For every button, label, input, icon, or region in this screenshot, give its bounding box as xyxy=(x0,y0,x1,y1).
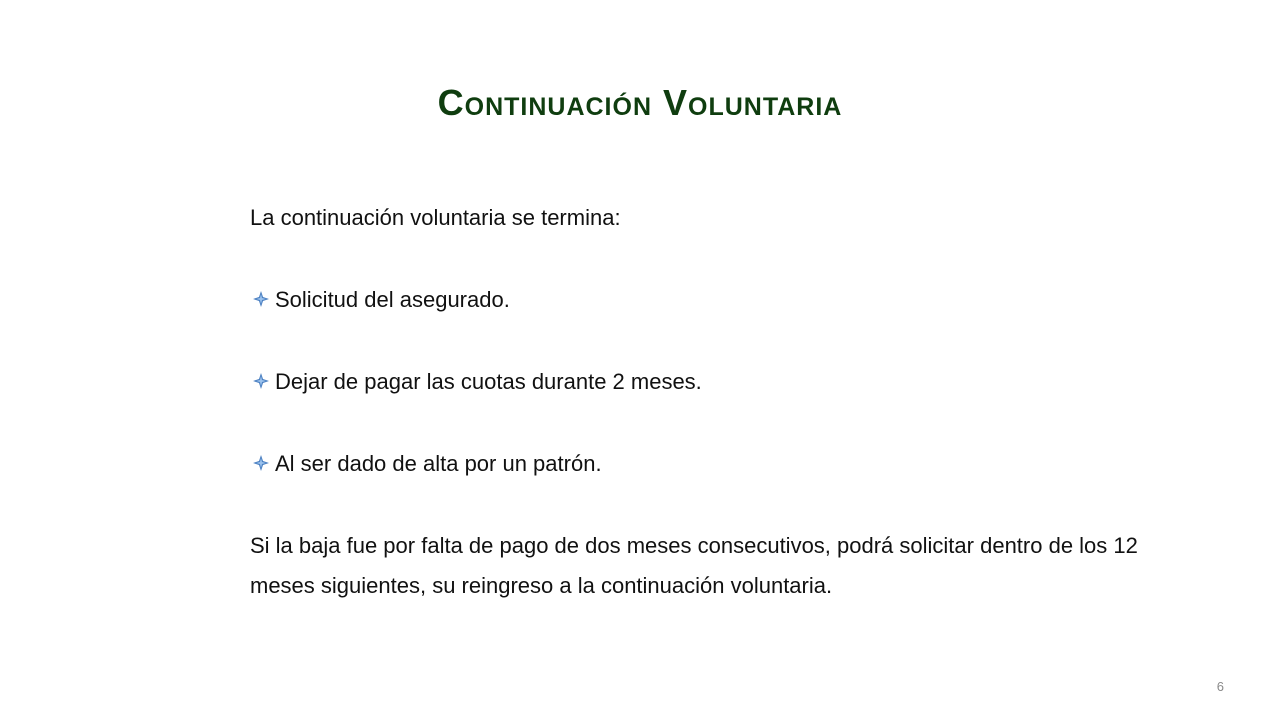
list-item xyxy=(250,280,1150,320)
four-point-star-icon xyxy=(253,291,269,307)
closing-paragraph: Si la baja fue por falta de pago de dos meses consecutivos, podrá solicitar dentro de los 12 meses siguientes, su reingreso a la continuación voluntaria. xyxy=(250,533,1138,598)
bullet-text: Solicitud del asegurado. xyxy=(275,287,510,312)
list-item xyxy=(250,362,1150,402)
page-number: 6 xyxy=(1216,679,1224,694)
list-item xyxy=(250,444,1150,484)
four-point-star-icon xyxy=(253,455,269,471)
slide-title: Continuación Voluntaria xyxy=(437,82,843,123)
intro-text: La continuación voluntaria se termina: xyxy=(250,205,621,230)
slide-body xyxy=(250,198,1150,606)
bullet-list xyxy=(250,280,1150,484)
four-point-star-icon xyxy=(253,373,269,389)
bullet-text: Dejar de pagar las cuotas durante 2 meses. xyxy=(275,369,702,394)
bullet-text: Al ser dado de alta por un patrón. xyxy=(275,451,602,476)
